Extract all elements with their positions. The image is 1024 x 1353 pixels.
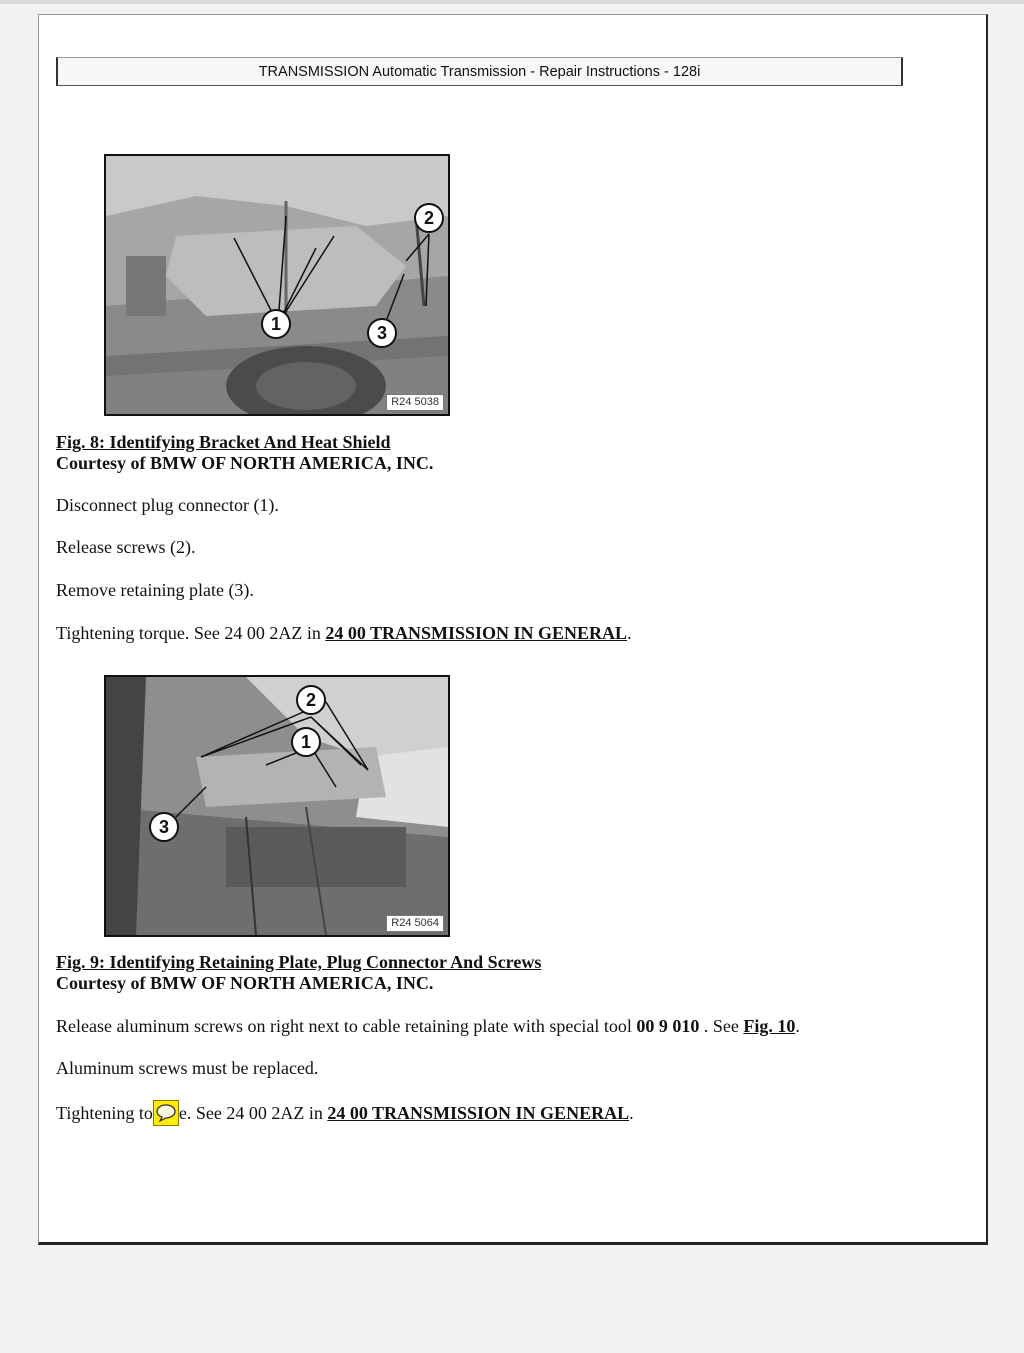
special-tool-number: 00 9 010 — [636, 1016, 700, 1036]
torque-2-text-b: e. See 24 00 2AZ in — [178, 1103, 328, 1123]
release-text: Release aluminum screws on right next to cable retaining plate with special tool — [56, 1016, 637, 1036]
torque-2-end: . — [629, 1103, 634, 1123]
figure-9-caption — [56, 952, 541, 994]
figure-8-code: R24 5038 — [386, 394, 444, 411]
release-end: . — [795, 1016, 800, 1036]
page-header — [56, 57, 903, 86]
figure-9-photo — [104, 675, 450, 937]
torque-1-end: . — [627, 623, 632, 643]
callout-2: 2 — [296, 685, 326, 715]
figure-8-courtesy: Courtesy of BMW OF NORTH AMERICA, INC. — [56, 453, 434, 473]
figure-9-code: R24 5064 — [386, 915, 444, 932]
figure-8-caption — [56, 432, 433, 474]
callout-1: 1 — [261, 309, 291, 339]
figure-8-photo — [104, 154, 450, 416]
torque-note-2 — [56, 1100, 634, 1126]
release-mid: . See — [699, 1016, 744, 1036]
figure-9-caption-title: Fig. 9: Identifying Retaining Plate, Plug Connector And Screws — [56, 952, 542, 972]
torque-1-link[interactable]: 24 00 TRANSMISSION IN GENERAL — [325, 623, 628, 643]
release-aluminum-screws — [56, 1015, 800, 1037]
fig-10-link[interactable]: Fig. 10 — [743, 1016, 796, 1036]
torque-1-text: Tightening torque. See 24 00 2AZ in — [56, 623, 326, 643]
step-disconnect: Disconnect plug connector (1). — [56, 495, 279, 515]
callout-2: 2 — [414, 203, 444, 233]
figure-8-illustration — [106, 156, 448, 414]
figure-9-courtesy: Courtesy of BMW OF NORTH AMERICA, INC. — [56, 973, 434, 993]
torque-note-1 — [56, 622, 632, 644]
callout-3: 3 — [149, 812, 179, 842]
replace-note: Aluminum screws must be replaced. — [56, 1058, 319, 1078]
figure-8-caption-title: Fig. 8: Identifying Bracket And Heat Shield — [56, 432, 391, 452]
callout-3: 3 — [367, 318, 397, 348]
header-title: TRANSMISSION Automatic Transmission - Repair Instructions - 128i — [258, 63, 701, 80]
callout-1: 1 — [291, 727, 321, 757]
comment-note-icon[interactable] — [153, 1100, 179, 1126]
step-remove-plate: Remove retaining plate (3). — [56, 580, 254, 600]
viewer-top-edge — [0, 0, 1024, 4]
figure-9-illustration — [106, 677, 448, 935]
torque-2-link[interactable]: 24 00 TRANSMISSION IN GENERAL — [327, 1103, 630, 1123]
torque-2-text-a: Tightening to — [56, 1103, 153, 1123]
step-release-screws: Release screws (2). — [56, 537, 196, 557]
